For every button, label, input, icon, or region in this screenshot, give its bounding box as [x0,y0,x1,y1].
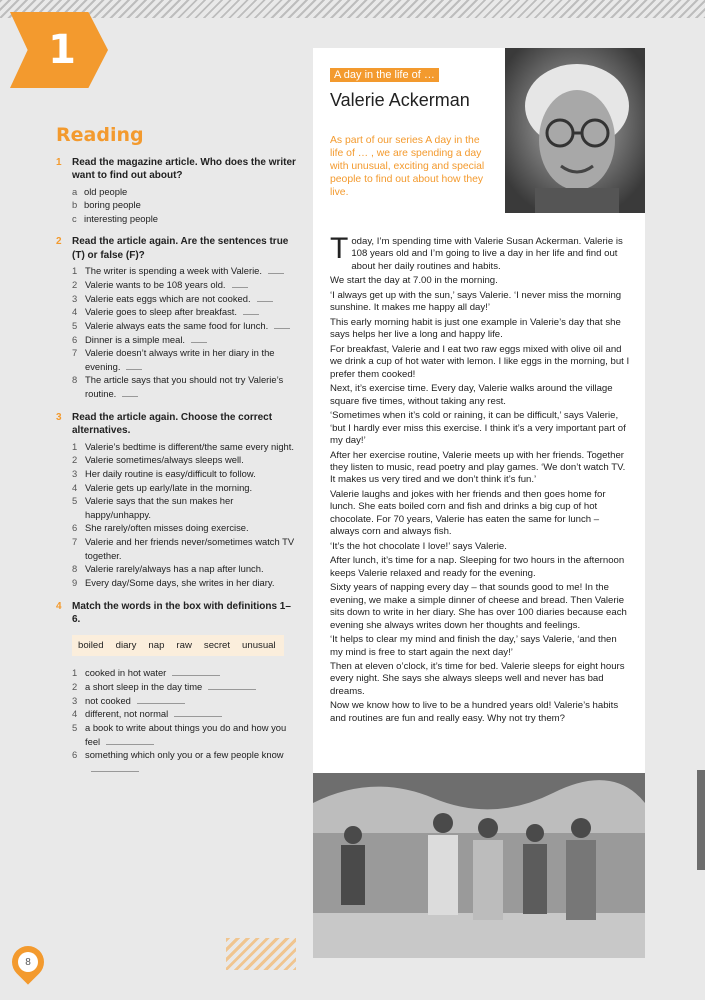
exercises-column [56,122,296,785]
item-text: The writer is spending a week with Valerie. [85,265,262,277]
list-item [72,694,296,708]
list-item [72,721,296,748]
list-item [72,278,296,292]
unit-number: 1 [48,27,76,73]
list-item[interactable] [72,453,296,467]
exercise-instruction: Read the article again. Choose the correct alternatives. [72,411,273,437]
exercise-2 [56,235,296,400]
word-box-item: raw [176,639,192,651]
item-text: Valerie always eats the same food for lunch. [85,319,269,331]
item-number: 3 [72,292,78,304]
list-item[interactable] [72,481,296,495]
exercise-4-heading [56,600,296,627]
article-paragraph: This early morning habit is just one example in Valerie’s day that she says helps her live a long and happy life. [330,316,621,341]
item-text: Valerie wants to be 108 years old. [85,279,226,291]
exercise-4 [56,600,296,776]
article-paragraph: After her exercise routine, Valerie meets up with her friends. Together they listen to music, read poetry and play games. ‘We don’t watch TV. It makes us very tired and we don’t think it’s fun.’ [330,449,626,486]
article-paragraph: We start the day at 7.00 in the morning. [330,275,498,287]
page-number: 8 [18,952,38,972]
option-b[interactable] [72,198,296,212]
item-number: 2 [72,681,78,693]
answer-blank[interactable] [268,273,284,274]
drop-cap: T [330,232,349,265]
article-paragraph: Now we know how to live to be a hundred years old! Valerie’s habits and routines are fun and really easy. Why not try them? [330,700,619,724]
item-number: 8 [72,563,78,575]
edge-tab [697,770,705,870]
item-text: She rarely/often misses doing exercise. [85,522,249,534]
bottom-hatch-decoration [226,938,296,970]
magazine-article [313,48,645,958]
item-number: 3 [72,467,78,479]
word-box [72,635,284,657]
option-text: boring people [84,199,141,211]
item-text: something which only you or a few people know [85,749,284,761]
item-text: a short sleep in the day time [85,681,203,693]
article-paragraph: Today, I’m spending time with Valerie Susan Ackerman. Valerie is 108 years old and I’m going to live a day in her life and find out about her daily routines and habits. [330,232,623,272]
item-text: Valerie sometimes/always sleeps well. [85,454,244,466]
item-text: The article says that you should not try Valerie’s routine. [85,374,284,400]
list-item [72,373,296,400]
article-paragraph: For breakfast, Valerie and I eat two raw eggs mixed with olive oil and we drink a cup of hot water with lemon. I like eggs in the morning, but I prefer them cooked! [330,343,630,380]
answer-blank[interactable] [243,314,259,315]
answer-blank[interactable] [122,396,138,397]
word-box-item: boiled [78,639,104,651]
answer-blank[interactable] [257,301,273,302]
item-number: 7 [72,536,78,548]
item-text: Valerie gets up early/late in the morning. [85,481,253,493]
portrait-photo [505,48,645,213]
item-text: cooked in hot water [85,667,167,679]
list-item[interactable] [72,521,296,535]
item-number: 2 [72,279,78,291]
option-text: old people [84,185,128,197]
exercise-number: 4 [56,600,62,612]
item-number: 1 [72,265,78,277]
answer-blank[interactable] [172,675,220,676]
item-number: 9 [72,576,78,588]
item-number: 3 [72,694,78,706]
list-item[interactable] [72,576,296,590]
article-paragraph: ‘It helps to clear my mind and finish the day,’ says Valerie, ‘and then my mind is free to start again the next day!’ [330,634,617,658]
list-item [72,707,296,721]
option-a[interactable] [72,185,296,199]
option-label: a [72,185,78,197]
article-paragraph: Sixty years of napping every day – that sounds good to me! In the evening, we make a simple dinner of cheese and bread. Then Valerie sits down to write in her diary. She has over 100 diaries because each evening she always writes down her thoughts and feelings. [330,582,627,631]
article-body [330,232,630,727]
item-number: 7 [72,347,78,359]
item-number: 5 [72,495,78,507]
list-item [72,319,296,333]
item-number: 2 [72,454,78,466]
exercise-2-heading [56,235,296,262]
exercise-number: 3 [56,411,62,423]
item-text: Every day/Some days, she writes in her diary. [85,576,275,588]
exercise-instruction: Read the article again. Are the sentences true (T) or false (F)? [72,236,289,261]
item-number: 1 [72,667,78,679]
item-number: 1 [72,440,78,452]
word-box-item: nap [148,639,165,651]
answer-blank[interactable] [91,771,139,772]
article-paragraph: After lunch, it’s time for a nap. Sleeping for two hours in the afternoon keeps Valerie relaxed and ready for the evening. [330,555,625,579]
list-item [72,748,296,775]
answer-blank[interactable] [208,689,256,690]
list-item[interactable] [72,562,296,576]
item-text: Valerie and her friends never/sometimes watch TV together. [85,536,295,561]
item-text: Valerie doesn’t always write in her diary in the evening. [85,347,275,372]
list-item[interactable] [72,440,296,454]
exercise-1 [56,156,296,226]
answer-blank[interactable] [274,328,290,329]
exercise-instruction: Match the words in the box with definitions 1–6. [72,600,291,626]
article-paragraph: Valerie laughs and jokes with her friends and then goes home for lunch. She eats boiled corn and fish and drinks a big cup of hot chocolate. For 70 years, Valerie has eaten the same for lunch – always corn and always fish. [330,488,606,538]
word-box-item: diary [115,639,137,651]
article-paragraph: ‘Sometimes when it’s cold or raining, it can be difficult,’ says Valerie, ‘but I hardly ever miss this exercise. I think it’s a very important part of my day!’ [330,410,626,447]
list-item[interactable] [72,494,296,521]
list-item[interactable] [72,535,296,562]
article-paragraph: Then at eleven o’clock, it’s time for bed. Valerie sleeps for eight hours every night. She says she always sleeps well and never has bad dreams. [330,661,625,697]
exercise-3 [56,411,296,590]
answer-blank[interactable] [137,703,185,704]
list-item [72,292,296,306]
option-text: interesting people [84,212,159,224]
exercise-1-heading [56,156,296,183]
option-label: c [72,212,77,224]
item-number: 4 [72,481,78,493]
item-text: Dinner is a simple meal. [85,333,186,345]
list-item [72,264,296,278]
item-text: Her daily routine is easy/difficult to follow. [85,467,256,479]
option-c[interactable] [72,212,296,226]
list-item [72,680,296,694]
item-text: not cooked [85,694,131,706]
item-number: 6 [72,333,78,345]
word-box-item: secret [203,639,231,651]
answer-blank[interactable] [191,342,207,343]
item-number: 6 [72,749,78,761]
section-title: Reading [56,124,144,146]
article-paragraph: ‘I always get up with the sun,’ says Valerie. ‘I never miss the morning sunshine. It makes me happy all day!’ [330,289,622,314]
item-number: 5 [72,319,78,331]
item-number: 8 [72,374,78,386]
item-text: Valerie eats eggs which are not cooked. [85,292,251,304]
answer-blank[interactable] [106,744,154,745]
article-headline: Valerie Ackerman [330,90,470,110]
list-item[interactable] [72,467,296,481]
item-text: Valerie’s bedtime is different/the same every night. [85,440,294,452]
list-item [72,666,296,680]
item-number: 4 [72,708,78,720]
list-item [72,333,296,347]
item-number: 4 [72,306,78,318]
exercise-3-heading [56,411,296,438]
list-item [72,305,296,319]
article-paragraph: ‘It’s the hot chocolate I love!’ says Valerie. [330,540,507,552]
answer-blank[interactable] [126,369,142,370]
article-paragraph: Next, it’s exercise time. Every day, Valerie walks around the village square five times, without taking any rest. [330,383,613,407]
answer-blank[interactable] [174,716,222,717]
exercise-instruction: Read the magazine article. Who does the writer want to find out about? [72,156,296,182]
exercise-number: 1 [56,156,62,168]
option-label: b [72,199,78,211]
list-item [72,346,296,373]
article-kicker: A day in the life of … [330,68,439,82]
item-text: Valerie goes to sleep after breakfast. [85,306,237,318]
answer-blank[interactable] [232,287,248,288]
item-number: 6 [72,522,78,534]
article-intro: As part of our series A day in the life of … , we are spending a day with unusual, exciting and special people to find out about how they live. [330,135,485,198]
item-text: Valerie says that the sun makes her happy/unhappy. [85,495,234,520]
word-box-item: unusual [242,639,276,651]
item-text: Valerie rarely/always has a nap after lunch. [85,563,264,575]
group-walking-photo [313,773,645,958]
item-text: a book to write about things you do and how you feel [85,721,287,747]
exercise-number: 2 [56,236,62,248]
item-number: 5 [72,721,78,733]
item-text: different, not normal [85,708,169,720]
